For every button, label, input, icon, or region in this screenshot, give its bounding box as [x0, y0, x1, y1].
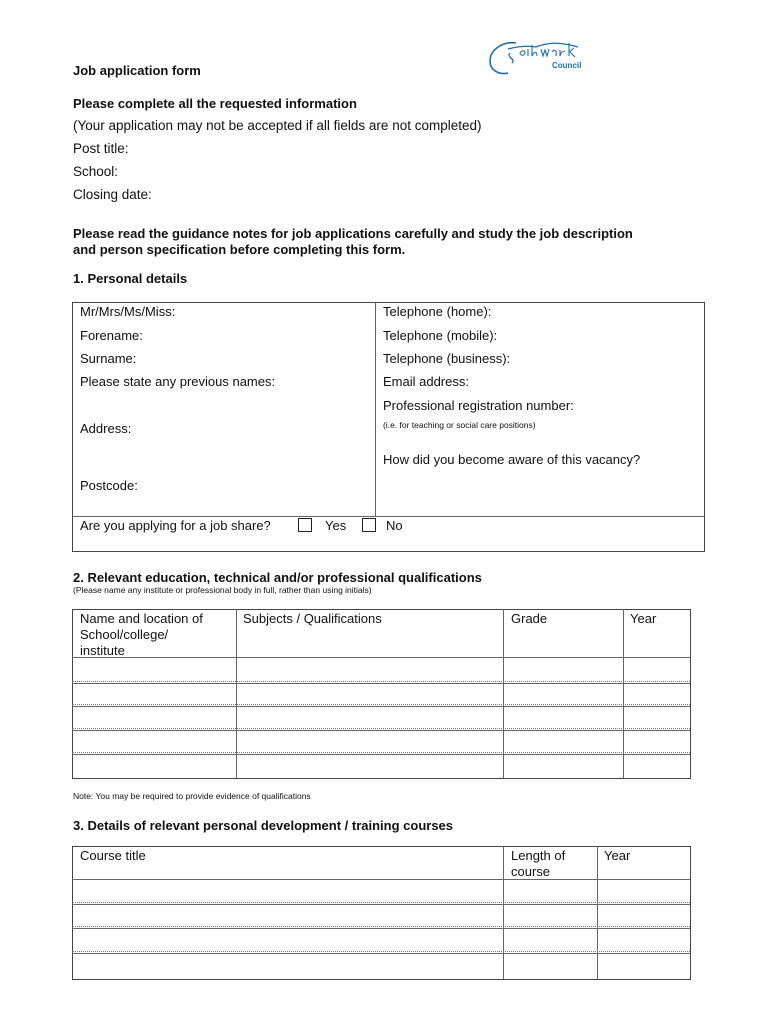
- training-table: [72, 846, 691, 980]
- job-share-divider: [72, 516, 704, 517]
- qual-row-line: [72, 706, 690, 707]
- train-col-length-line-2: course: [511, 864, 551, 879]
- instructions-heading: Please complete all the requested information: [73, 96, 357, 111]
- qual-col-year-header: Year: [630, 611, 657, 626]
- train-col-divider-2: [597, 846, 598, 979]
- registration-number-field-label[interactable]: Professional registration number:: [383, 398, 574, 413]
- train-row-line: [72, 904, 690, 905]
- job-share-question: Are you applying for a job share?: [80, 518, 271, 533]
- qual-col-institute-line-1: Name and location of: [80, 611, 203, 626]
- personal-details-divider: [375, 302, 376, 516]
- job-share-yes-checkbox[interactable]: [298, 518, 312, 532]
- train-col-length-header: [511, 848, 565, 880]
- telephone-mobile-field-label[interactable]: Telephone (mobile):: [383, 328, 498, 343]
- form-title: Job application form: [73, 63, 201, 78]
- qual-col-subjects-header: Subjects / Qualifications: [243, 611, 382, 626]
- train-row-line: [72, 951, 690, 952]
- education-subnote: (Please name any institute or professional body in full, rather than using initials): [73, 585, 372, 595]
- train-row-line: [72, 902, 690, 903]
- forename-field-label[interactable]: Forename:: [80, 328, 143, 343]
- surname-field-label[interactable]: Surname:: [80, 351, 137, 366]
- train-row-line: [72, 926, 690, 927]
- email-field-label[interactable]: Email address:: [383, 374, 469, 389]
- instructions-note: (Your application may not be accepted if all fields are not completed): [73, 118, 482, 133]
- guidance-line-2: and person specification before completing this form.: [73, 242, 406, 257]
- post-title-label: Post title:: [73, 141, 129, 156]
- vacancy-source-field-label[interactable]: How did you become aware of this vacancy?: [383, 452, 641, 467]
- postcode-field-label[interactable]: Postcode:: [80, 478, 138, 493]
- train-col-year-header: Year: [604, 848, 631, 863]
- qual-col-grade-header: Grade: [511, 611, 548, 626]
- qual-row-line: [72, 752, 690, 753]
- registration-note: (i.e. for teaching or social care positions): [383, 420, 536, 430]
- train-row-line: [72, 953, 690, 954]
- train-col-course-header: Course title: [80, 848, 146, 863]
- qual-col-institute-line-2: School/college/: [80, 627, 169, 642]
- qualifications-evidence-note: Note: You may be required to provide evidence of qualifications: [73, 791, 311, 801]
- telephone-home-field-label[interactable]: Telephone (home):: [383, 304, 492, 319]
- logo-swoosh-icon: [486, 35, 586, 80]
- southwark-council-logo: [486, 35, 586, 80]
- qual-row-line: [72, 754, 690, 755]
- job-share-no-checkbox[interactable]: [362, 518, 376, 532]
- qual-row-line: [72, 681, 690, 682]
- previous-names-field-label[interactable]: Please state any previous names:: [80, 374, 276, 389]
- school-label: School:: [73, 164, 119, 179]
- training-heading: 3. Details of relevant personal development / training courses: [73, 818, 454, 833]
- train-header-divider: [72, 879, 690, 880]
- train-col-divider-1: [503, 846, 504, 979]
- telephone-business-field-label[interactable]: Telephone (business):: [383, 351, 511, 366]
- qual-row-line: [72, 728, 690, 729]
- logo-council-text: Council: [552, 61, 582, 70]
- qual-col-institute-line-3: institute: [80, 643, 125, 658]
- qual-row-line: [72, 704, 690, 705]
- qual-row-line: [72, 730, 690, 731]
- address-field-label[interactable]: Address:: [80, 421, 132, 436]
- guidance-line-1: Please read the guidance notes for job applications carefully and study the job description: [73, 226, 633, 241]
- qual-col-institute-header: [80, 611, 203, 659]
- closing-date-label: Closing date:: [73, 187, 152, 202]
- job-share-no-label: No: [386, 518, 403, 533]
- train-row-line: [72, 928, 690, 929]
- job-share-yes-label: Yes: [325, 518, 347, 533]
- qual-row-line: [72, 683, 690, 684]
- train-col-length-line-1: Length of: [511, 848, 566, 863]
- title-field-label[interactable]: Mr/Mrs/Ms/Miss:: [80, 304, 176, 319]
- education-heading: 2. Relevant education, technical and/or professional qualifications: [73, 570, 482, 585]
- personal-details-heading: 1. Personal details: [73, 271, 188, 286]
